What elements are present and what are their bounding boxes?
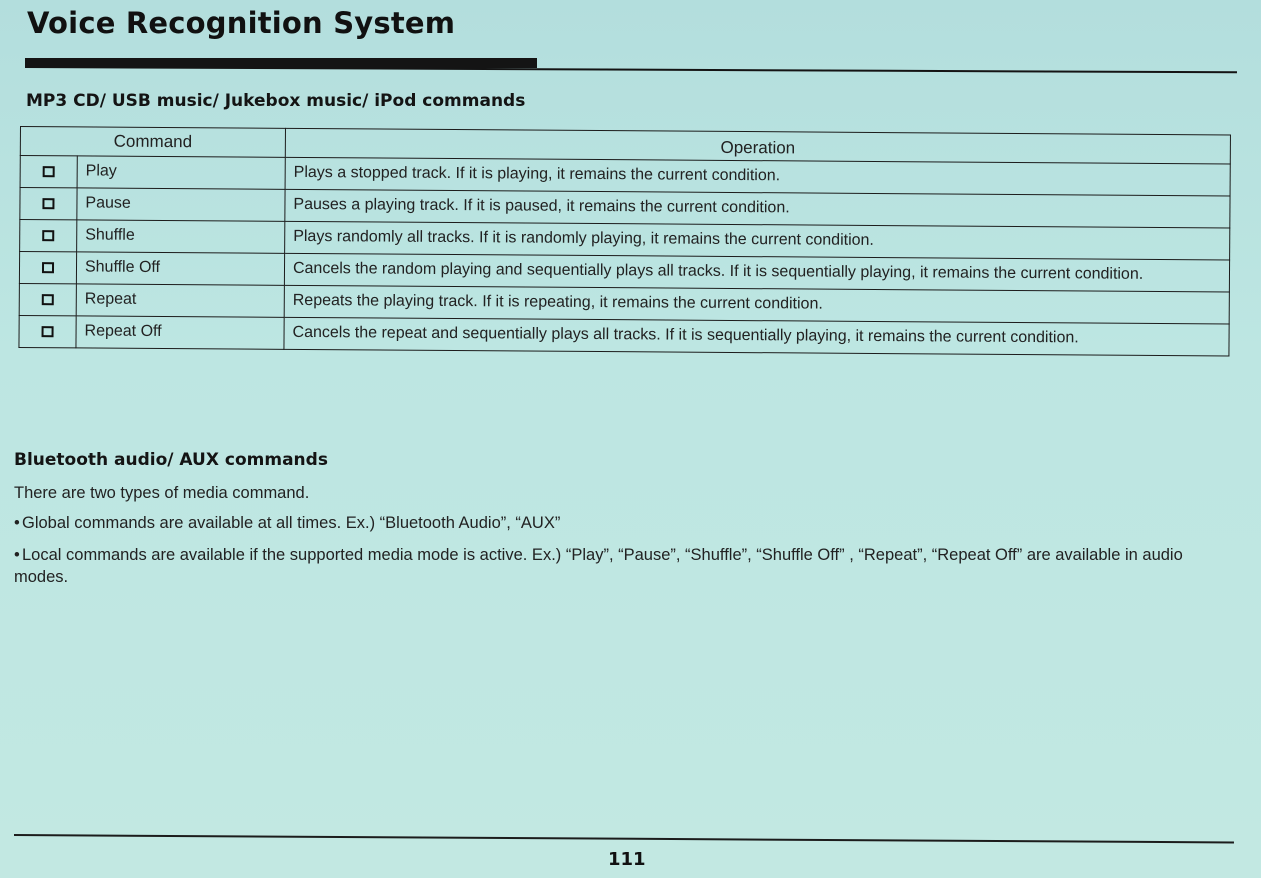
operation-cell: Plays randomly all tracks. If it is randomly playing, it remains the current condition. — [285, 221, 1230, 260]
checkbox-icon — [42, 230, 54, 241]
command-cell: Pause — [77, 188, 285, 221]
page-number: 111 — [608, 849, 646, 870]
footer-divider — [14, 834, 1234, 843]
checkbox-icon — [42, 326, 54, 337]
command-cell: Shuffle — [77, 220, 285, 253]
local-commands-text: Local commands are available if the supported media mode is active. Ex.) “Play”, “Pause”, “Shuffle”, “Shuffle Off” , “Repeat”, “Repeat Off” are available in audio modes. — [14, 546, 1183, 586]
operation-cell: Cancels the repeat and sequentially plays all tracks. If it is sequentially playing, it remains the current condition. — [284, 317, 1229, 356]
operation-cell: Cancels the random playing and sequentially plays all tracks. If it is sequentially playing, it remains the current condition. — [284, 253, 1229, 292]
media-command-intro: There are two types of media command. — [14, 484, 310, 502]
title-underline-thin — [25, 66, 1237, 73]
list-item — [14, 512, 560, 534]
command-cell: Shuffle Off — [76, 252, 284, 285]
commands-table — [18, 126, 1231, 356]
command-cell: Repeat Off — [76, 316, 284, 349]
operation-cell: Plays a stopped track. If it is playing, it remains the current condition. — [285, 157, 1230, 196]
command-cell: Play — [77, 156, 285, 189]
global-commands-text: Global commands are available at all times. Ex.) “Bluetooth Audio”, “AUX” — [22, 514, 561, 532]
operation-cell: Repeats the playing track. If it is repeating, it remains the current condition. — [284, 285, 1229, 324]
bullet-icon: • — [14, 514, 20, 532]
checkbox-icon — [43, 166, 55, 177]
checkbox-icon — [42, 262, 54, 273]
bluetooth-commands-heading: Bluetooth audio/ AUX commands — [14, 450, 328, 470]
page-title: Voice Recognition System — [27, 6, 456, 40]
list-item — [14, 544, 1234, 588]
checkbox-icon — [42, 294, 54, 305]
checkbox-icon — [42, 198, 54, 209]
bullet-icon: • — [14, 546, 20, 564]
operation-cell: Pauses a playing track. If it is paused, it remains the current condition. — [285, 189, 1230, 228]
mp3-commands-heading: MP3 CD/ USB music/ Jukebox music/ iPod commands — [26, 91, 526, 111]
command-cell: Repeat — [76, 284, 284, 317]
operation-column-header: Operation — [285, 128, 1230, 164]
command-column-header: Command — [20, 127, 285, 158]
